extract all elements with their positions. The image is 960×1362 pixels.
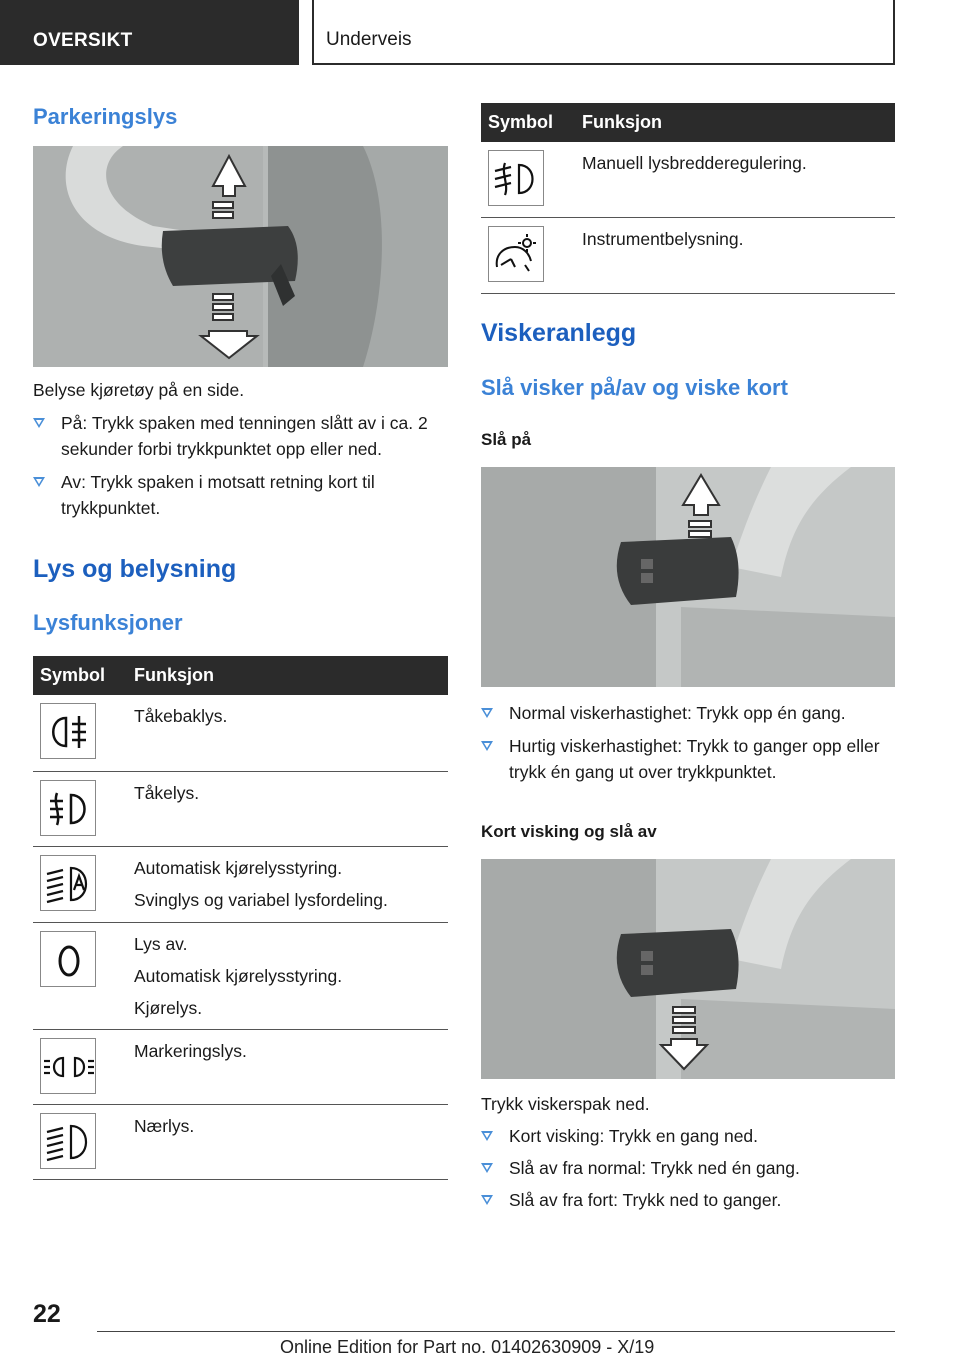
edition-note: Online Edition for Part no. 01402630909 - X/19 bbox=[280, 1337, 655, 1357]
front-fog-light-icon bbox=[40, 780, 96, 836]
table-row: Markeringslys. bbox=[33, 1029, 448, 1104]
short-wipe-steps bbox=[481, 1123, 895, 1213]
auto-headlight-icon bbox=[40, 855, 96, 911]
bullet-triangle-icon bbox=[33, 418, 45, 428]
table-row: Manuell lysbredderegulering. bbox=[481, 142, 895, 217]
more-light-functions-table bbox=[481, 103, 895, 294]
rear-fog-light-icon bbox=[40, 703, 96, 759]
switch-on-heading: Slå på bbox=[481, 430, 532, 449]
light-functions-table bbox=[33, 656, 448, 1180]
parking-light-steps bbox=[33, 410, 448, 521]
switch-on-steps bbox=[481, 700, 895, 785]
table-row: Lys av. Automatisk kjørelysstyring. Kjørelys. bbox=[33, 922, 448, 1029]
column-header-symbol: Symbol bbox=[33, 656, 131, 695]
parking-stalk-illustration bbox=[33, 146, 448, 367]
section-tab[interactable] bbox=[0, 0, 299, 65]
bullet-triangle-icon bbox=[33, 477, 45, 487]
bullet-triangle-icon bbox=[481, 1163, 493, 1173]
wiper-up-illustration bbox=[481, 467, 895, 687]
column-header-function: Funksjon bbox=[579, 103, 895, 142]
column-header-function: Funksjon bbox=[131, 656, 448, 695]
bullet-triangle-icon bbox=[481, 1131, 493, 1141]
section-label: OVERSIKT bbox=[33, 30, 133, 51]
bullet-triangle-icon bbox=[481, 1195, 493, 1205]
wiper-down-illustration bbox=[481, 859, 895, 1079]
footer-divider bbox=[97, 1331, 895, 1332]
parking-light-description: Belyse kjøretøy på en side. bbox=[33, 380, 245, 400]
lights-off-icon bbox=[40, 931, 96, 987]
low-beam-icon bbox=[40, 1113, 96, 1169]
list-item: Av: Trykk spaken i motsatt retning kort til trykkpunktet. bbox=[33, 469, 448, 521]
table-row: Nærlys. bbox=[33, 1104, 448, 1179]
headlight-range-icon bbox=[488, 150, 544, 206]
short-wipe-description: Trykk viskerspak ned. bbox=[481, 1094, 650, 1114]
instrument-lighting-icon bbox=[488, 226, 544, 282]
bullet-triangle-icon bbox=[481, 741, 493, 751]
bullet-triangle-icon bbox=[481, 708, 493, 718]
list-item: På: Trykk spaken med tenningen slått av i ca. 2 sekunder forbi trykkpunktet opp eller ned. bbox=[33, 410, 448, 462]
column-header-symbol: Symbol bbox=[481, 103, 579, 142]
table-row: Instrumentbelysning. bbox=[481, 217, 895, 293]
list-item: Slå av fra fort: Trykk ned to ganger. bbox=[481, 1187, 895, 1213]
table-row: Tåkelys. bbox=[33, 771, 448, 846]
table-row: Automatisk kjørelysstyring. Svinglys og variabel lysfordeling. bbox=[33, 846, 448, 922]
list-item: Kort visking: Trykk en gang ned. bbox=[481, 1123, 895, 1149]
parking-light-icon bbox=[40, 1038, 96, 1094]
page-number: 22 bbox=[33, 1300, 61, 1328]
wiper-heading: Viskeranlegg bbox=[481, 319, 637, 347]
chapter-label: Underveis bbox=[326, 29, 412, 50]
parking-light-heading: Parkeringslys bbox=[33, 104, 178, 129]
wiper-subheading: Slå visker på/av og viske kort bbox=[481, 375, 788, 400]
lighting-heading: Lys og belysning bbox=[33, 555, 237, 583]
list-item: Slå av fra normal: Trykk ned én gang. bbox=[481, 1155, 895, 1181]
list-item: Normal viskerhastighet: Trykk opp én gang. bbox=[481, 700, 895, 726]
light-functions-heading: Lysfunksjoner bbox=[33, 610, 183, 635]
list-item: Hurtig viskerhastighet: Trykk to ganger opp eller trykk én gang ut over trykkpunktet. bbox=[481, 733, 895, 785]
short-wipe-heading: Kort visking og slå av bbox=[481, 822, 657, 841]
table-row: Tåkebaklys. bbox=[33, 695, 448, 771]
chapter-tab[interactable] bbox=[312, 0, 895, 65]
